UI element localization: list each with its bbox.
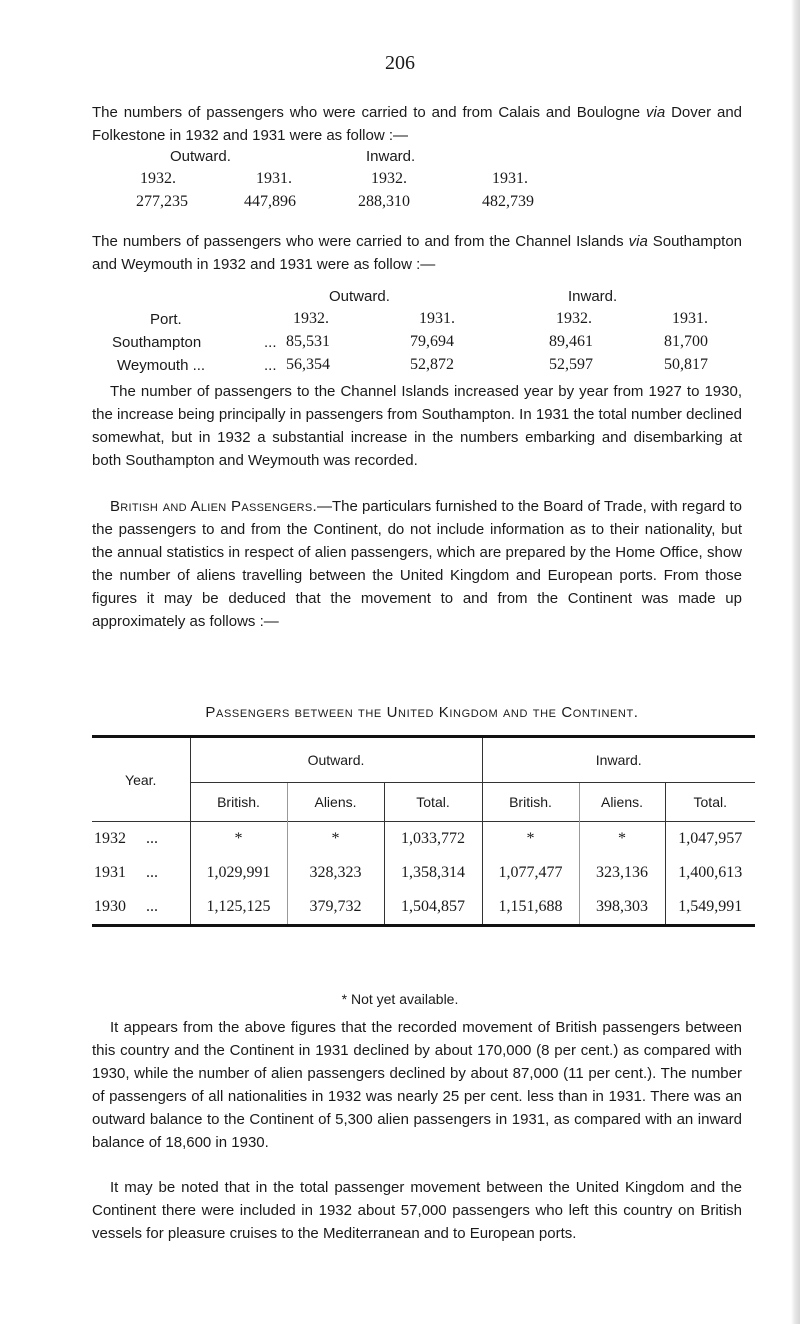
channel-leader-dots: ... — [264, 357, 277, 374]
channel-value: 79,694 — [410, 333, 454, 350]
table-cell: 1,047,957 — [665, 822, 755, 857]
page-number: 206 — [385, 52, 415, 74]
year-cell: 1930 ... — [94, 898, 158, 915]
table-cell: 323,136 — [579, 856, 665, 890]
channel-port-name: Southampton — [112, 334, 202, 351]
column-header: British. — [482, 783, 579, 822]
calais-value: 447,896 — [244, 193, 296, 210]
column-header: Total. — [665, 783, 755, 822]
table-cell: 1,549,991 — [665, 890, 755, 926]
channel-value: 52,597 — [549, 356, 593, 373]
table-row — [92, 890, 755, 926]
table-row — [92, 856, 755, 890]
table-cell: 1,125,125 — [190, 890, 287, 926]
paragraph-british-alien: British and Alien Passengers.—The particulars furnished to the Board of Trade, with regard to the passengers to and from the Continent, do not include information as to their nationality, but the annual statistics in respect of alien passengers, which are prepared by the Home Office, show the number of aliens travelling between the United Kingdom and European ports. From those figures it may be deduced that the movement to and from the Continent was made up approximately as follows :— — [92, 498, 742, 630]
paragraph-figures-appear: It appears from the above figures that the recorded movement of British passengers between this country and the Continent in 1931 declined by about 170,000 (8 per cent.) as compared with 1930, while the number of alien passengers declined by about 87,000 (11 per cent.). The number of passengers of all nationalities in 1932 was nearly 25 per cent. less than in 1931. There was an outward balance to the Continent of 5,300 alien passengers in 1931, as compared with an inward balance of 18,600 in 1930. — [92, 1019, 742, 1151]
table-footnote: * Not yet available. — [341, 991, 459, 1007]
table-cell: 379,732 — [287, 890, 384, 926]
page-edge-shadow — [791, 0, 800, 1324]
inward-group-header: Inward. — [482, 737, 755, 783]
outward-group-header: Outward. — [190, 737, 482, 783]
table-cell: 1,151,688 — [482, 890, 579, 926]
passenger-table — [92, 735, 755, 927]
channel-port-name: Weymouth ... — [117, 357, 206, 374]
calais-value: 277,235 — [136, 193, 188, 210]
calais-value: 288,310 — [358, 193, 410, 210]
channel-year: 1931. — [672, 310, 708, 327]
paragraph-pleasure-cruises: It may be noted that in the total passenger movement between the United Kingdom and the Continent there were included in 1932 about 57,000 passengers who left this country on British vessels for pleasure cruises to the Mediterranean and to European ports. — [92, 1179, 742, 1242]
calais-year: 1931. — [492, 170, 528, 187]
table-cell: 1,358,314 — [384, 856, 482, 890]
channel-leader-dots: ... — [264, 334, 277, 351]
calais-year: 1931. — [256, 170, 292, 187]
channel-value: 52,872 — [410, 356, 454, 373]
table-cell: * — [579, 822, 665, 857]
table-cell: 1,504,857 — [384, 890, 482, 926]
channel-outward-header: Outward. — [329, 288, 390, 305]
year-cell: 1931 ... — [94, 864, 158, 881]
paragraph-calais-intro: The numbers of passengers who were carried to and from Calais and Boulogne via Dover and Folkestone in 1932 and 1931 were as follow :— — [92, 104, 742, 144]
calais-outward-header: Outward. — [170, 148, 231, 165]
table-cell: * — [190, 822, 287, 857]
calais-year: 1932. — [140, 170, 176, 187]
table-cell: 1,077,477 — [482, 856, 579, 890]
table-cell: 328,323 — [287, 856, 384, 890]
channel-port-header: Port. — [150, 311, 182, 328]
table-cell: 398,303 — [579, 890, 665, 926]
table-cell: 1,029,991 — [190, 856, 287, 890]
calais-year: 1932. — [371, 170, 407, 187]
paragraph-heading: British and Alien Passengers. — [110, 498, 317, 515]
channel-value: 85,531 — [286, 333, 330, 350]
channel-value: 56,354 — [286, 356, 330, 373]
column-header: British. — [190, 783, 287, 822]
channel-value: 50,817 — [664, 356, 708, 373]
table-cell: * — [287, 822, 384, 857]
table-row — [92, 822, 755, 857]
calais-inward-header: Inward. — [366, 148, 416, 165]
table-title: Passengers between the United Kingdom and the Continent. — [205, 704, 639, 721]
table-cell: 1,033,772 — [384, 822, 482, 857]
column-header: Aliens. — [287, 783, 384, 822]
table-cell: 1,400,613 — [665, 856, 755, 890]
year-cell: 1932 ... — [92, 822, 190, 857]
paragraph-channel-change: The number of passengers to the Channel Islands increased year by year from 1927 to 1930, the increase being principally in passengers from Southampton. In 1931 the total number declined somewhat, but in 1932 a substantial increase in the numbers embarking and disembarking at both Southampton and Weymouth was recorded. — [92, 383, 742, 469]
channel-value: 81,700 — [664, 333, 708, 350]
channel-year: 1931. — [419, 310, 455, 327]
year-column-header: Year. — [125, 771, 157, 788]
channel-inward-header: Inward. — [568, 288, 618, 305]
channel-year: 1932. — [556, 310, 592, 327]
column-header: Total. — [384, 783, 482, 822]
column-header: Aliens. — [579, 783, 665, 822]
calais-value: 482,739 — [482, 193, 534, 210]
table-cell: * — [482, 822, 579, 857]
paragraph-channel-intro: The numbers of passengers who were carried to and from the Channel Islands via Southampton and Weymouth in 1932 and 1931 were as follow :— — [92, 233, 743, 273]
channel-value: 89,461 — [549, 333, 593, 350]
channel-year: 1932. — [293, 310, 329, 327]
